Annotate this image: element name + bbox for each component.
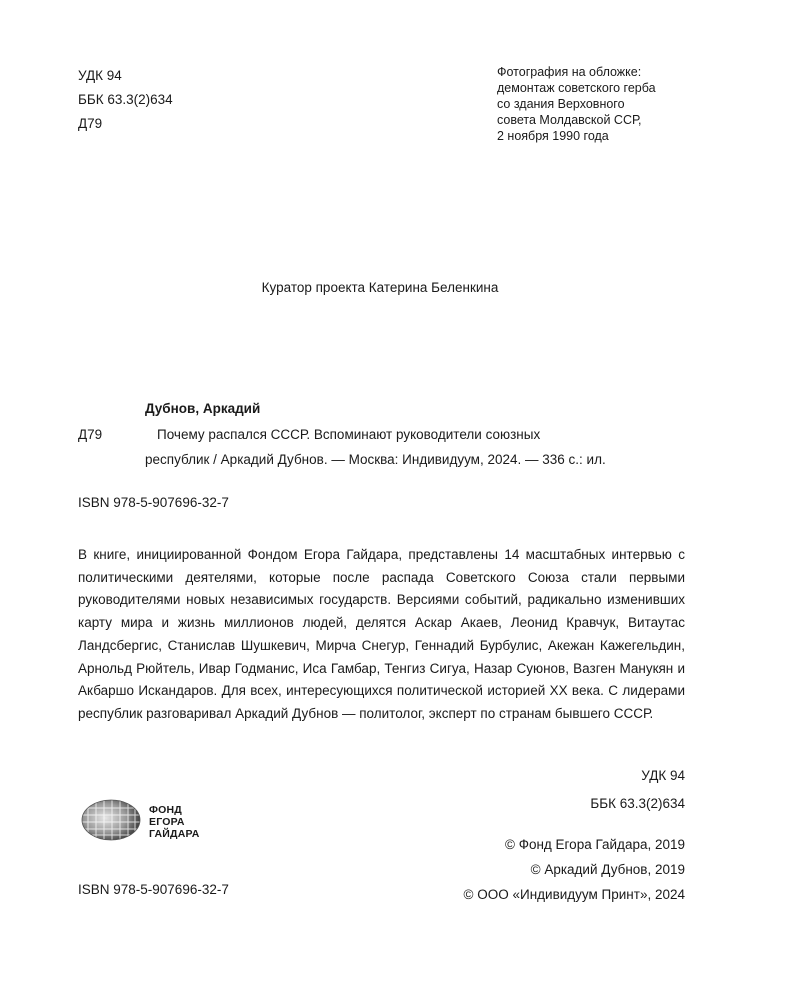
gaidar-foundation-logo	[80, 798, 230, 846]
cover-photo-note	[497, 64, 656, 144]
project-curator: Куратор проекта Катерина Беленкина	[261, 280, 499, 295]
cover-note-line: демонтаж советского герба	[497, 81, 656, 95]
logo-text-line: ЕГОРА	[149, 816, 185, 828]
catalog-title-line: республик / Аркадий Дубнов. — Москва: Индивидуум, 2024. — 336 с.: ил.	[145, 452, 606, 467]
catalog-mark: Д79	[78, 427, 103, 442]
logo-text-line: ФОНД	[149, 804, 182, 816]
cover-note-line: совета Молдавской ССР,	[497, 113, 642, 127]
cover-note-line: со здания Верховного	[497, 97, 625, 111]
udk-code: УДК 94	[78, 68, 122, 83]
isbn-bottom: ISBN 978-5-907696-32-7	[78, 882, 229, 897]
catalog-author: Дубнов, Аркадий	[145, 401, 261, 416]
catalog-title-line: Почему распался СССР. Вспоминают руководители союзных	[157, 427, 541, 442]
logo-text-line: ГАЙДАРА	[149, 828, 200, 840]
bbk-code: ББК 63.3(2)634	[78, 92, 173, 107]
copyright-line: © Аркадий Дубнов, 2019	[530, 862, 685, 877]
cover-note-line: 2 ноября 1990 года	[497, 129, 609, 143]
book-abstract: В книге, инициированной Фондом Егора Гайдара, представлены 14 масштабных интервью с политическими деятелями, которые после распада Советского Союза стали первыми руководителями новых независимых государств. Версиями событий, радикально изменивших карту мира и жизнь миллионов людей, делятся Аскар Акаев, Леонид Кравчук, Витаутас Ландсбергис, Станислав Шушкевич, Мирча Снегур, Геннадий Бурбулис, Акежан Кажегельдин, Арнольд Рюйтель, Ивар Годманис, Иса Гамбар, Тенгиз Сигуа, Назар Суюнов, Вазген Манукян и Акбаршо Искандаров. Для всех, интересующихся политической историей XX века. С лидерами республик разговаривал Аркадий Дубнов — политолог, эксперт по странам бывшего СССР.	[78, 547, 685, 721]
udk-code: УДК 94	[641, 768, 685, 783]
bottom-classification-codes	[590, 762, 685, 818]
copyright-notices	[464, 832, 685, 907]
catalog-isbn: ISBN 978-5-907696-32-7	[78, 495, 229, 510]
copyright-line: © Фонд Егора Гайдара, 2019	[505, 837, 685, 852]
bbk-code: ББК 63.3(2)634	[590, 796, 685, 811]
cover-note-line: Фотография на обложке:	[497, 65, 642, 79]
author-mark: Д79	[78, 116, 103, 131]
copyright-line: © ООО «Индивидуум Принт», 2024	[463, 887, 685, 902]
classification-codes	[78, 64, 173, 136]
logo-text	[149, 804, 200, 840]
globe-mesh-icon	[80, 798, 142, 842]
